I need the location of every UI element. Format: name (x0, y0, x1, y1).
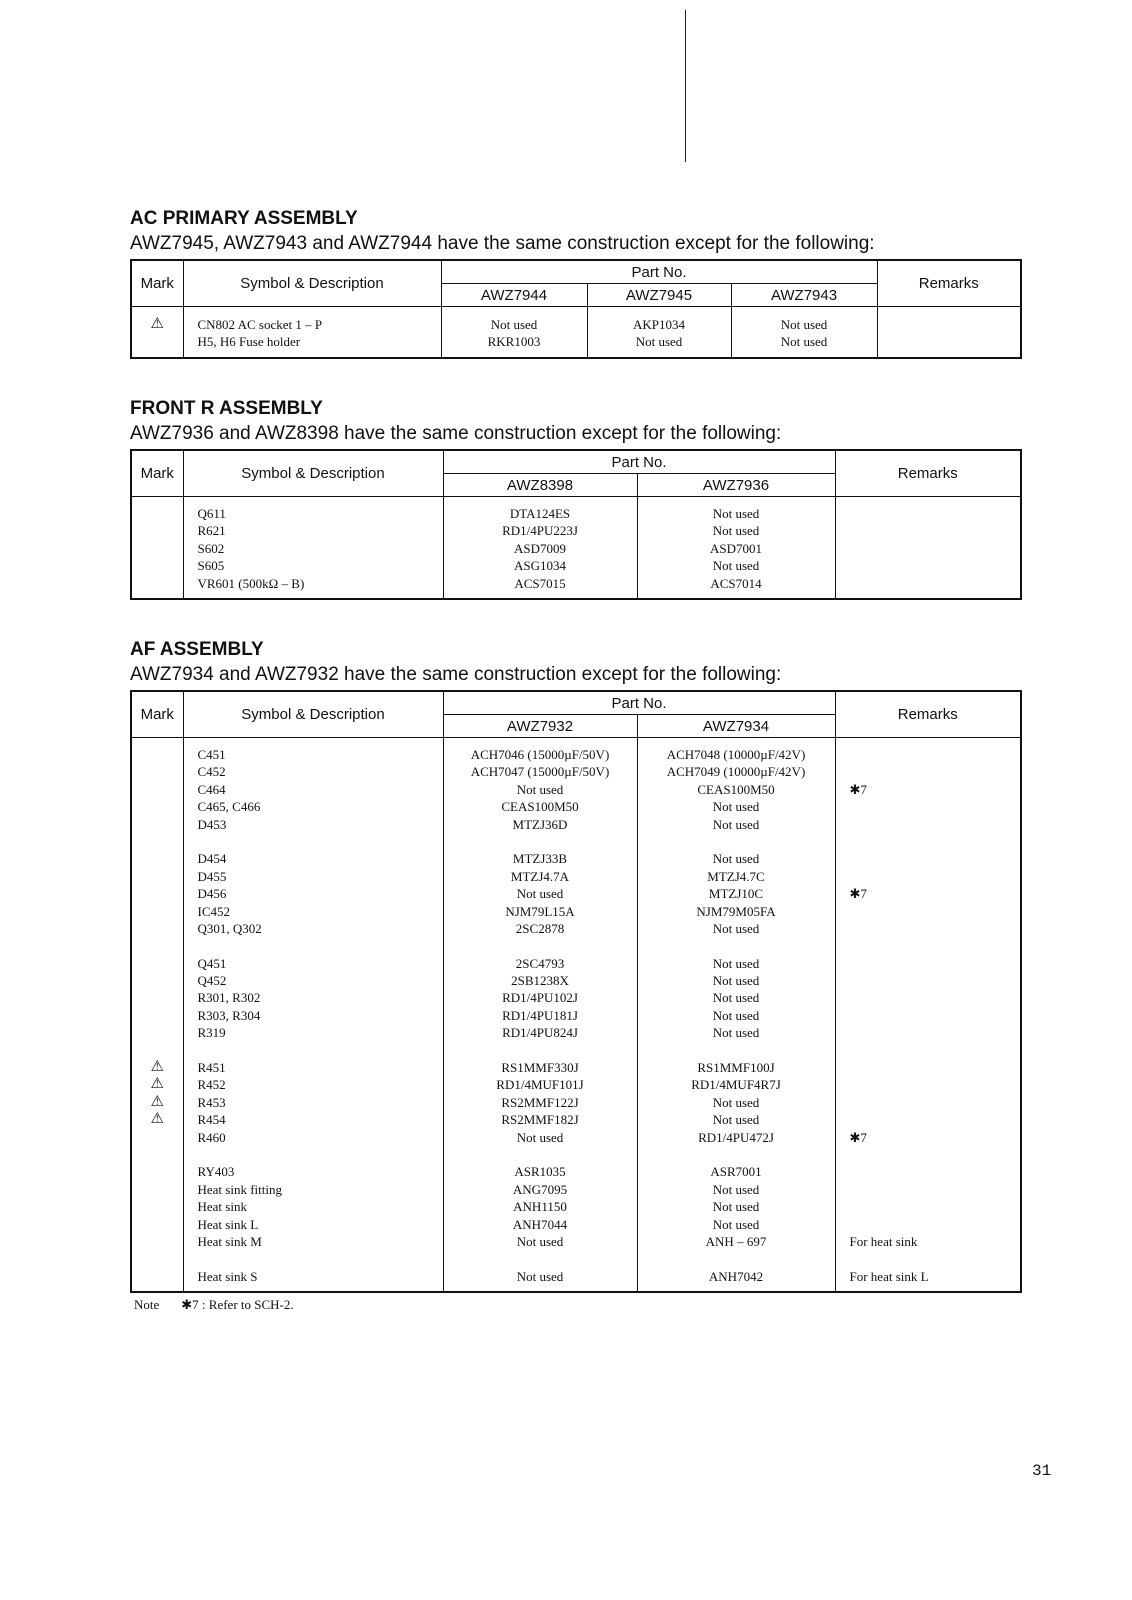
mark-cell (132, 1163, 183, 1180)
remarks-cell: For heat sink (849, 1233, 918, 1249)
remarks-cell (850, 1163, 1021, 1180)
part-cell: RS2MMF122J (501, 1094, 579, 1110)
front-r-section (130, 398, 1022, 600)
model-header: AWZ7934 (637, 715, 835, 738)
remarks-cell (850, 1216, 1021, 1233)
mark-cell (132, 333, 183, 350)
mark-cell (132, 1042, 183, 1059)
part-cell: Not used (516, 781, 564, 797)
mark-cell (132, 1181, 183, 1198)
remarks-cell (850, 868, 1021, 885)
part-column (637, 738, 835, 1293)
part-column (637, 497, 835, 599)
part-cell: DTA124ES (509, 506, 571, 521)
part-cell: MTZJ10C (708, 886, 764, 902)
ac-primary-section (130, 208, 1022, 359)
section-title: FRONT R ASSEMBLY (130, 398, 323, 419)
part-cell: ASD7009 (513, 540, 566, 556)
desc-cell: R453 (197, 1094, 226, 1110)
remarks-cell (850, 1042, 1021, 1059)
remarks-cell (892, 316, 1021, 333)
desc-cell: R621 (197, 523, 226, 539)
section-subtitle: AWZ7936 and AWZ8398 have the same construction except for the following: (130, 423, 782, 444)
part-cell: Not used (712, 973, 760, 989)
remarks-cell (850, 1007, 1021, 1024)
remarks-cell (850, 522, 1021, 539)
part-cell (444, 1250, 637, 1267)
part-cell: AKP1034 (632, 317, 685, 332)
part-cell: NJM79L15A (505, 903, 575, 919)
part-cell: ACS7015 (514, 575, 566, 591)
mark-cell (132, 1250, 183, 1267)
section-subtitle: AWZ7934 and AWZ7932 have the same construction except for the following: (130, 664, 782, 685)
desc-cell: Q451 (197, 955, 227, 971)
remarks-header: Remarks (835, 691, 1021, 738)
mark-cell (132, 505, 183, 522)
remarks-cell (850, 763, 1021, 780)
desc-cell (198, 937, 443, 954)
part-cell (638, 833, 835, 850)
mark-cell (132, 746, 183, 763)
part-cell: 2SB1238X (511, 973, 569, 989)
desc-cell: S602 (197, 540, 225, 556)
part-cell (444, 1042, 637, 1059)
part-cell: ANH7044 (512, 1216, 568, 1232)
part-cell: 2SC2878 (515, 920, 565, 936)
remarks-cell (850, 505, 1021, 522)
remarks-cell: For heat sink L (849, 1268, 929, 1284)
part-cell: Not used (516, 1129, 564, 1145)
part-column (441, 307, 587, 358)
mark-cell (132, 868, 183, 885)
remarks-cell (892, 333, 1021, 350)
parts-table (130, 449, 1022, 600)
mark-cell (132, 1007, 183, 1024)
desc-column (183, 738, 443, 1293)
remarks-cell (850, 746, 1021, 763)
mark-cell (132, 540, 183, 557)
part-cell: Not used (712, 1025, 760, 1041)
part-cell: Not used (712, 799, 760, 815)
note-label: Note (134, 1297, 160, 1312)
part-cell: Not used (712, 1094, 760, 1110)
remarks-header: Remarks (877, 260, 1021, 307)
desc-cell: CN802 AC socket 1 – P (197, 317, 323, 332)
warning-icon: ⚠ (150, 1076, 164, 1093)
warning-icon: ⚠ (150, 316, 164, 332)
part-cell: RD1/4PU181J (502, 1007, 578, 1023)
part-cell (638, 1042, 835, 1059)
desc-cell: R301, R302 (197, 990, 261, 1006)
desc-cell: R452 (197, 1077, 226, 1093)
part-cell: Not used (712, 558, 760, 574)
mark-cell (132, 1129, 183, 1146)
mark-cell (132, 955, 183, 972)
mark-cell (132, 1024, 183, 1041)
part-cell (638, 1146, 835, 1163)
remarks-cell (850, 798, 1021, 815)
af-section (130, 639, 1022, 1293)
part-cell: Not used (712, 816, 760, 832)
mark-cell (132, 816, 183, 833)
remarks-cell: ✱7 (849, 781, 867, 797)
model-header: AWZ7943 (731, 284, 877, 307)
part-cell (444, 1146, 637, 1163)
remarks-cell (850, 816, 1021, 833)
part-cell (444, 937, 637, 954)
part-cell: ACH7049 (10000µF/42V) (666, 764, 806, 780)
part-cell: Not used (712, 506, 760, 521)
desc-cell (198, 833, 443, 850)
remarks-cell (850, 937, 1021, 954)
part-cell (444, 833, 637, 850)
desc-cell: Heat sink L (197, 1216, 259, 1232)
part-cell: RD1/4PU472J (698, 1129, 774, 1145)
model-header: AWZ8398 (443, 474, 637, 497)
desc-cell: Q611 (197, 506, 226, 521)
mark-cell (132, 522, 183, 539)
part-cell: Not used (516, 1268, 564, 1284)
remarks-cell (850, 850, 1021, 867)
part-column (731, 307, 877, 358)
mark-cell (132, 1216, 183, 1233)
part-cell: Not used (712, 990, 760, 1006)
remarks-cell (850, 1059, 1021, 1076)
model-header: AWZ7936 (637, 474, 835, 497)
part-cell: RD1/4PU824J (502, 1025, 578, 1041)
parts-table (130, 259, 1022, 359)
part-cell: Not used (712, 955, 760, 971)
desc-header: Symbol & Description (183, 260, 441, 307)
desc-cell: Q452 (197, 973, 227, 989)
model-header: AWZ7945 (587, 284, 731, 307)
desc-cell: VR601 (500kΩ – B) (197, 575, 305, 591)
part-cell: MTZJ4.7A (510, 868, 570, 884)
remarks-cell (850, 1094, 1021, 1111)
part-cell: Not used (516, 1233, 564, 1249)
remarks-cell (850, 833, 1021, 850)
remarks-cell (850, 955, 1021, 972)
remarks-column (835, 497, 1021, 599)
remarks-header: Remarks (835, 450, 1021, 497)
part-cell: 2SC4793 (515, 955, 565, 971)
desc-header: Symbol & Description (183, 691, 443, 738)
remarks-cell (850, 1250, 1021, 1267)
remarks-cell (850, 903, 1021, 920)
desc-cell: Heat sink M (197, 1233, 262, 1249)
page-number: 31 (1032, 1462, 1052, 1480)
desc-cell: R319 (197, 1025, 226, 1041)
desc-cell: R303, R304 (197, 1007, 261, 1023)
mark-header: Mark (131, 691, 183, 738)
mark-cell (132, 557, 183, 574)
mark-column (131, 307, 183, 358)
remarks-cell (850, 989, 1021, 1006)
mark-cell (132, 575, 183, 592)
part-cell: Not used (712, 1216, 760, 1232)
remarks-cell (850, 920, 1021, 937)
desc-cell (198, 1042, 443, 1059)
remarks-cell (850, 575, 1021, 592)
mark-column (131, 738, 183, 1293)
part-cell: ACH7046 (15000µF/50V) (470, 747, 610, 762)
remarks-cell (850, 540, 1021, 557)
part-cell: Not used (780, 317, 828, 332)
parts-table (130, 690, 1022, 1293)
part-cell: ASR1035 (514, 1164, 566, 1180)
model-header: AWZ7944 (441, 284, 587, 307)
part-cell: Not used (712, 523, 760, 539)
part-cell: ACH7048 (10000µF/42V) (666, 747, 806, 762)
part-cell: MTZJ36D (512, 816, 568, 832)
mark-cell (132, 920, 183, 937)
mark-header: Mark (131, 450, 183, 497)
desc-cell (198, 1250, 443, 1267)
mark-cell (132, 1146, 183, 1163)
mark-cell (132, 850, 183, 867)
part-no-header: Part No. (441, 260, 877, 284)
part-column (443, 497, 637, 599)
part-cell: ANH1150 (513, 1199, 567, 1215)
part-cell: RD1/4PU223J (502, 523, 578, 539)
desc-cell: R454 (197, 1112, 226, 1128)
part-cell: ASR7001 (710, 1164, 762, 1180)
part-cell (638, 937, 835, 954)
desc-cell: D454 (197, 851, 227, 867)
note-text: ✱7 : Refer to SCH-2. (181, 1297, 294, 1312)
part-cell: ACS7014 (710, 575, 762, 591)
desc-cell: D453 (197, 816, 227, 832)
part-cell: RS1MMF100J (697, 1060, 775, 1076)
part-cell (638, 1250, 835, 1267)
part-cell: Not used (712, 851, 760, 867)
desc-cell: Q301, Q302 (197, 920, 262, 936)
mark-cell (132, 1198, 183, 1215)
desc-cell: R451 (197, 1060, 226, 1076)
remarks-cell (850, 1111, 1021, 1128)
warning-icon: ⚠ (150, 1059, 164, 1076)
part-cell: ANH – 697 (705, 1233, 767, 1249)
remarks-cell (850, 1198, 1021, 1215)
part-cell: Not used (712, 1199, 760, 1215)
desc-cell: C451 (197, 747, 226, 762)
part-cell: MTZJ33B (512, 851, 568, 867)
part-no-header: Part No. (443, 450, 835, 474)
part-cell: RD1/4MUF101J (496, 1077, 584, 1093)
remarks-cell (850, 1181, 1021, 1198)
desc-cell: D455 (197, 868, 227, 884)
remarks-cell: ✱7 (849, 1129, 867, 1145)
remarks-cell (850, 1024, 1021, 1041)
margin-line (685, 10, 686, 162)
part-cell: Not used (635, 334, 683, 350)
mark-cell (132, 972, 183, 989)
desc-column (183, 497, 443, 599)
part-cell: Not used (516, 886, 564, 902)
part-cell: RKR1003 (487, 334, 541, 350)
desc-cell: D456 (197, 886, 227, 902)
section-subtitle: AWZ7945, AWZ7943 and AWZ7944 have the same construction except for the following: (130, 233, 875, 254)
desc-cell: Heat sink S (197, 1268, 258, 1284)
part-cell: CEAS100M50 (501, 799, 579, 815)
part-cell: RS2MMF182J (501, 1112, 579, 1128)
mark-cell (132, 781, 183, 798)
part-cell: Not used (712, 920, 760, 936)
remarks-cell (850, 1146, 1021, 1163)
part-cell: MTZJ4.7C (707, 868, 765, 884)
part-no-header: Part No. (443, 691, 835, 715)
mark-header: Mark (131, 260, 183, 307)
part-cell: ASD7001 (709, 540, 762, 556)
mark-cell (132, 989, 183, 1006)
part-cell: ANH7042 (708, 1268, 764, 1284)
mark-cell (132, 885, 183, 902)
part-cell: CEAS100M50 (697, 781, 775, 797)
part-column (587, 307, 731, 358)
desc-header: Symbol & Description (183, 450, 443, 497)
mark-cell (132, 1268, 183, 1285)
desc-column (183, 307, 441, 358)
part-cell: RD1/4MUF4R7J (691, 1077, 781, 1093)
part-cell: RD1/4PU102J (502, 990, 578, 1006)
part-cell: RS1MMF330J (501, 1060, 579, 1076)
mark-column (131, 497, 183, 599)
part-cell: NJM79M05FA (696, 903, 776, 919)
desc-cell: RY403 (197, 1164, 235, 1180)
desc-cell (198, 1146, 443, 1163)
desc-cell: C465, C466 (197, 799, 261, 815)
part-cell: Not used (712, 1007, 760, 1023)
desc-cell: Heat sink (197, 1199, 247, 1215)
mark-cell (132, 903, 183, 920)
section-title: AC PRIMARY ASSEMBLY (130, 208, 358, 229)
mark-cell (132, 1233, 183, 1250)
warning-icon: ⚠ (150, 1111, 164, 1128)
remarks-cell: ✱7 (849, 886, 867, 902)
part-cell: ASG1034 (513, 558, 566, 574)
mark-cell (132, 798, 183, 815)
mark-cell (132, 937, 183, 954)
mark-cell (132, 763, 183, 780)
part-cell: ACH7047 (15000µF/50V) (470, 764, 610, 780)
desc-cell: C464 (197, 781, 226, 797)
desc-cell: S605 (197, 558, 225, 574)
warning-icon: ⚠ (150, 1093, 164, 1110)
part-column (443, 738, 637, 1293)
desc-cell: C452 (197, 764, 226, 780)
part-cell: Not used (490, 317, 538, 332)
part-cell: Not used (780, 334, 828, 350)
part-cell: Not used (712, 1112, 760, 1128)
desc-cell: R460 (197, 1129, 226, 1145)
footnote (134, 1297, 294, 1313)
desc-cell: H5, H6 Fuse holder (197, 334, 301, 350)
part-cell: Not used (712, 1181, 760, 1197)
remarks-cell (850, 972, 1021, 989)
desc-cell: IC452 (197, 903, 230, 919)
remarks-cell (850, 557, 1021, 574)
remarks-cell (850, 1076, 1021, 1093)
desc-cell: Heat sink fitting (197, 1181, 282, 1197)
part-cell: ANG7095 (512, 1181, 568, 1197)
section-title: AF ASSEMBLY (130, 639, 264, 660)
model-header: AWZ7932 (443, 715, 637, 738)
remarks-column (877, 307, 1021, 358)
mark-cell (132, 833, 183, 850)
remarks-column (835, 738, 1021, 1293)
